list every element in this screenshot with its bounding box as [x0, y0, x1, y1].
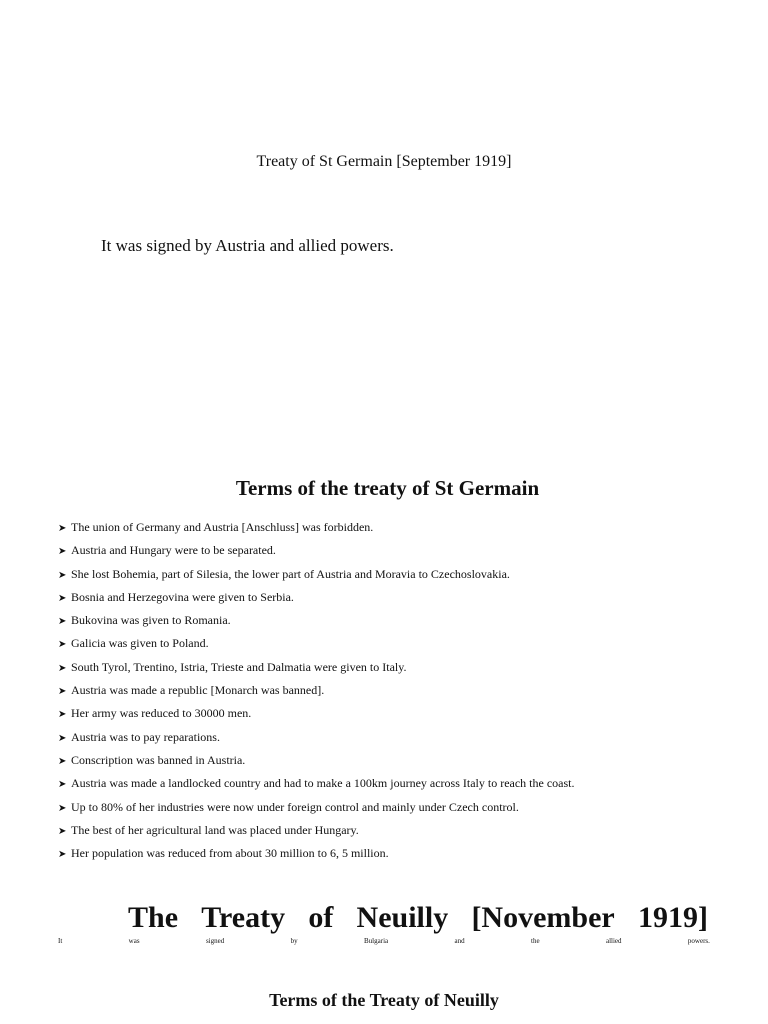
term-list-item [58, 634, 575, 657]
term-text: Up to 80% of her industries were now under foreign control and mainly under Czech control. [71, 799, 519, 814]
arrow-bullet-icon: ➤ [58, 849, 67, 861]
intro-word: It [58, 937, 63, 945]
term-list-item [58, 588, 575, 611]
title-word: Treaty [201, 901, 286, 934]
term-list-item [58, 611, 575, 634]
intro-word: by [290, 937, 298, 945]
term-text: Austria was to pay reparations. [71, 729, 220, 744]
term-list-item [58, 658, 575, 681]
title-word: Neuilly [356, 901, 449, 934]
arrow-bullet-icon: ➤ [58, 523, 67, 534]
term-list-item [58, 541, 575, 564]
arrow-bullet-icon: ➤ [58, 686, 67, 698]
arrow-bullet-icon: ➤ [58, 779, 67, 791]
st-germain-terms-heading: Terms of the treaty of St Germain [235, 476, 540, 500]
arrow-bullet-icon: ➤ [58, 569, 67, 581]
term-text: Austria was made a republic [Monarch was banned]. [71, 683, 325, 698]
intro-word: and [454, 937, 465, 945]
term-list-item [58, 844, 575, 867]
term-text: Bosnia and Herzegovina were given to Serbia. [71, 589, 294, 604]
term-list-item [58, 728, 575, 751]
intro-word: the [531, 937, 540, 945]
term-text: Conscription was banned in Austria. [71, 752, 246, 767]
arrow-bullet-icon: ➤ [58, 546, 67, 558]
st-germain-terms-list [58, 518, 575, 867]
term-list-item [58, 565, 575, 588]
term-list-item [58, 681, 575, 704]
arrow-bullet-icon: ➤ [58, 825, 67, 837]
st-germain-intro-text: It was signed by Austria and allied powers. [101, 236, 394, 255]
intro-word: powers. [687, 937, 710, 945]
term-text: The union of Germany and Austria [Anschluss] was forbidden. [71, 520, 374, 534]
intro-word: signed [205, 937, 225, 945]
intro-word: Bulgaria [364, 937, 389, 945]
term-list-item [58, 704, 575, 727]
arrow-bullet-icon: ➤ [58, 732, 67, 744]
term-text: Bukovina was given to Romania. [71, 613, 231, 628]
neuilly-terms-heading: Terms of the Treaty of Neuilly [269, 990, 499, 1010]
arrow-bullet-icon: ➤ [58, 802, 67, 814]
title-word: The [128, 901, 179, 934]
treaty-st-germain-title: Treaty of St Germain [September 1919] [256, 153, 512, 170]
intro-word: was [128, 937, 140, 945]
arrow-bullet-icon: ➤ [58, 755, 67, 767]
term-text: Her army was reduced to 30000 men. [71, 706, 252, 721]
arrow-bullet-icon: ➤ [58, 662, 67, 674]
arrow-bullet-icon: ➤ [58, 592, 67, 604]
term-list-item [58, 774, 575, 797]
term-text: Austria and Hungary were to be separated. [71, 543, 276, 558]
arrow-bullet-icon: ➤ [58, 639, 67, 651]
term-list-item [58, 518, 575, 541]
term-list-item [58, 751, 575, 774]
term-list-item [58, 821, 575, 844]
arrow-bullet-icon: ➤ [58, 709, 67, 721]
term-text: Her population was reduced from about 30 million to 6, 5 million. [71, 846, 389, 861]
intro-word: allied [605, 937, 622, 945]
title-word: [November [471, 901, 615, 934]
term-text: The best of her agricultural land was placed under Hungary. [71, 822, 359, 837]
term-text: Galicia was given to Poland. [71, 636, 209, 651]
term-text: She lost Bohemia, part of Silesia, the lower part of Austria and Moravia to Czechoslovakia. [71, 566, 510, 581]
title-word: 1919] [637, 901, 708, 934]
term-text: South Tyrol, Trentino, Istria, Trieste and Dalmatia were given to Italy. [71, 659, 407, 674]
treaty-neuilly-title [128, 898, 708, 938]
arrow-bullet-icon: ➤ [58, 616, 67, 628]
term-text: Austria was made a landlocked country and had to make a 100km journey across Italy to reach the coast. [71, 776, 575, 791]
term-list-item [58, 798, 575, 821]
title-word: of [308, 901, 334, 934]
neuilly-intro-text [58, 936, 710, 946]
